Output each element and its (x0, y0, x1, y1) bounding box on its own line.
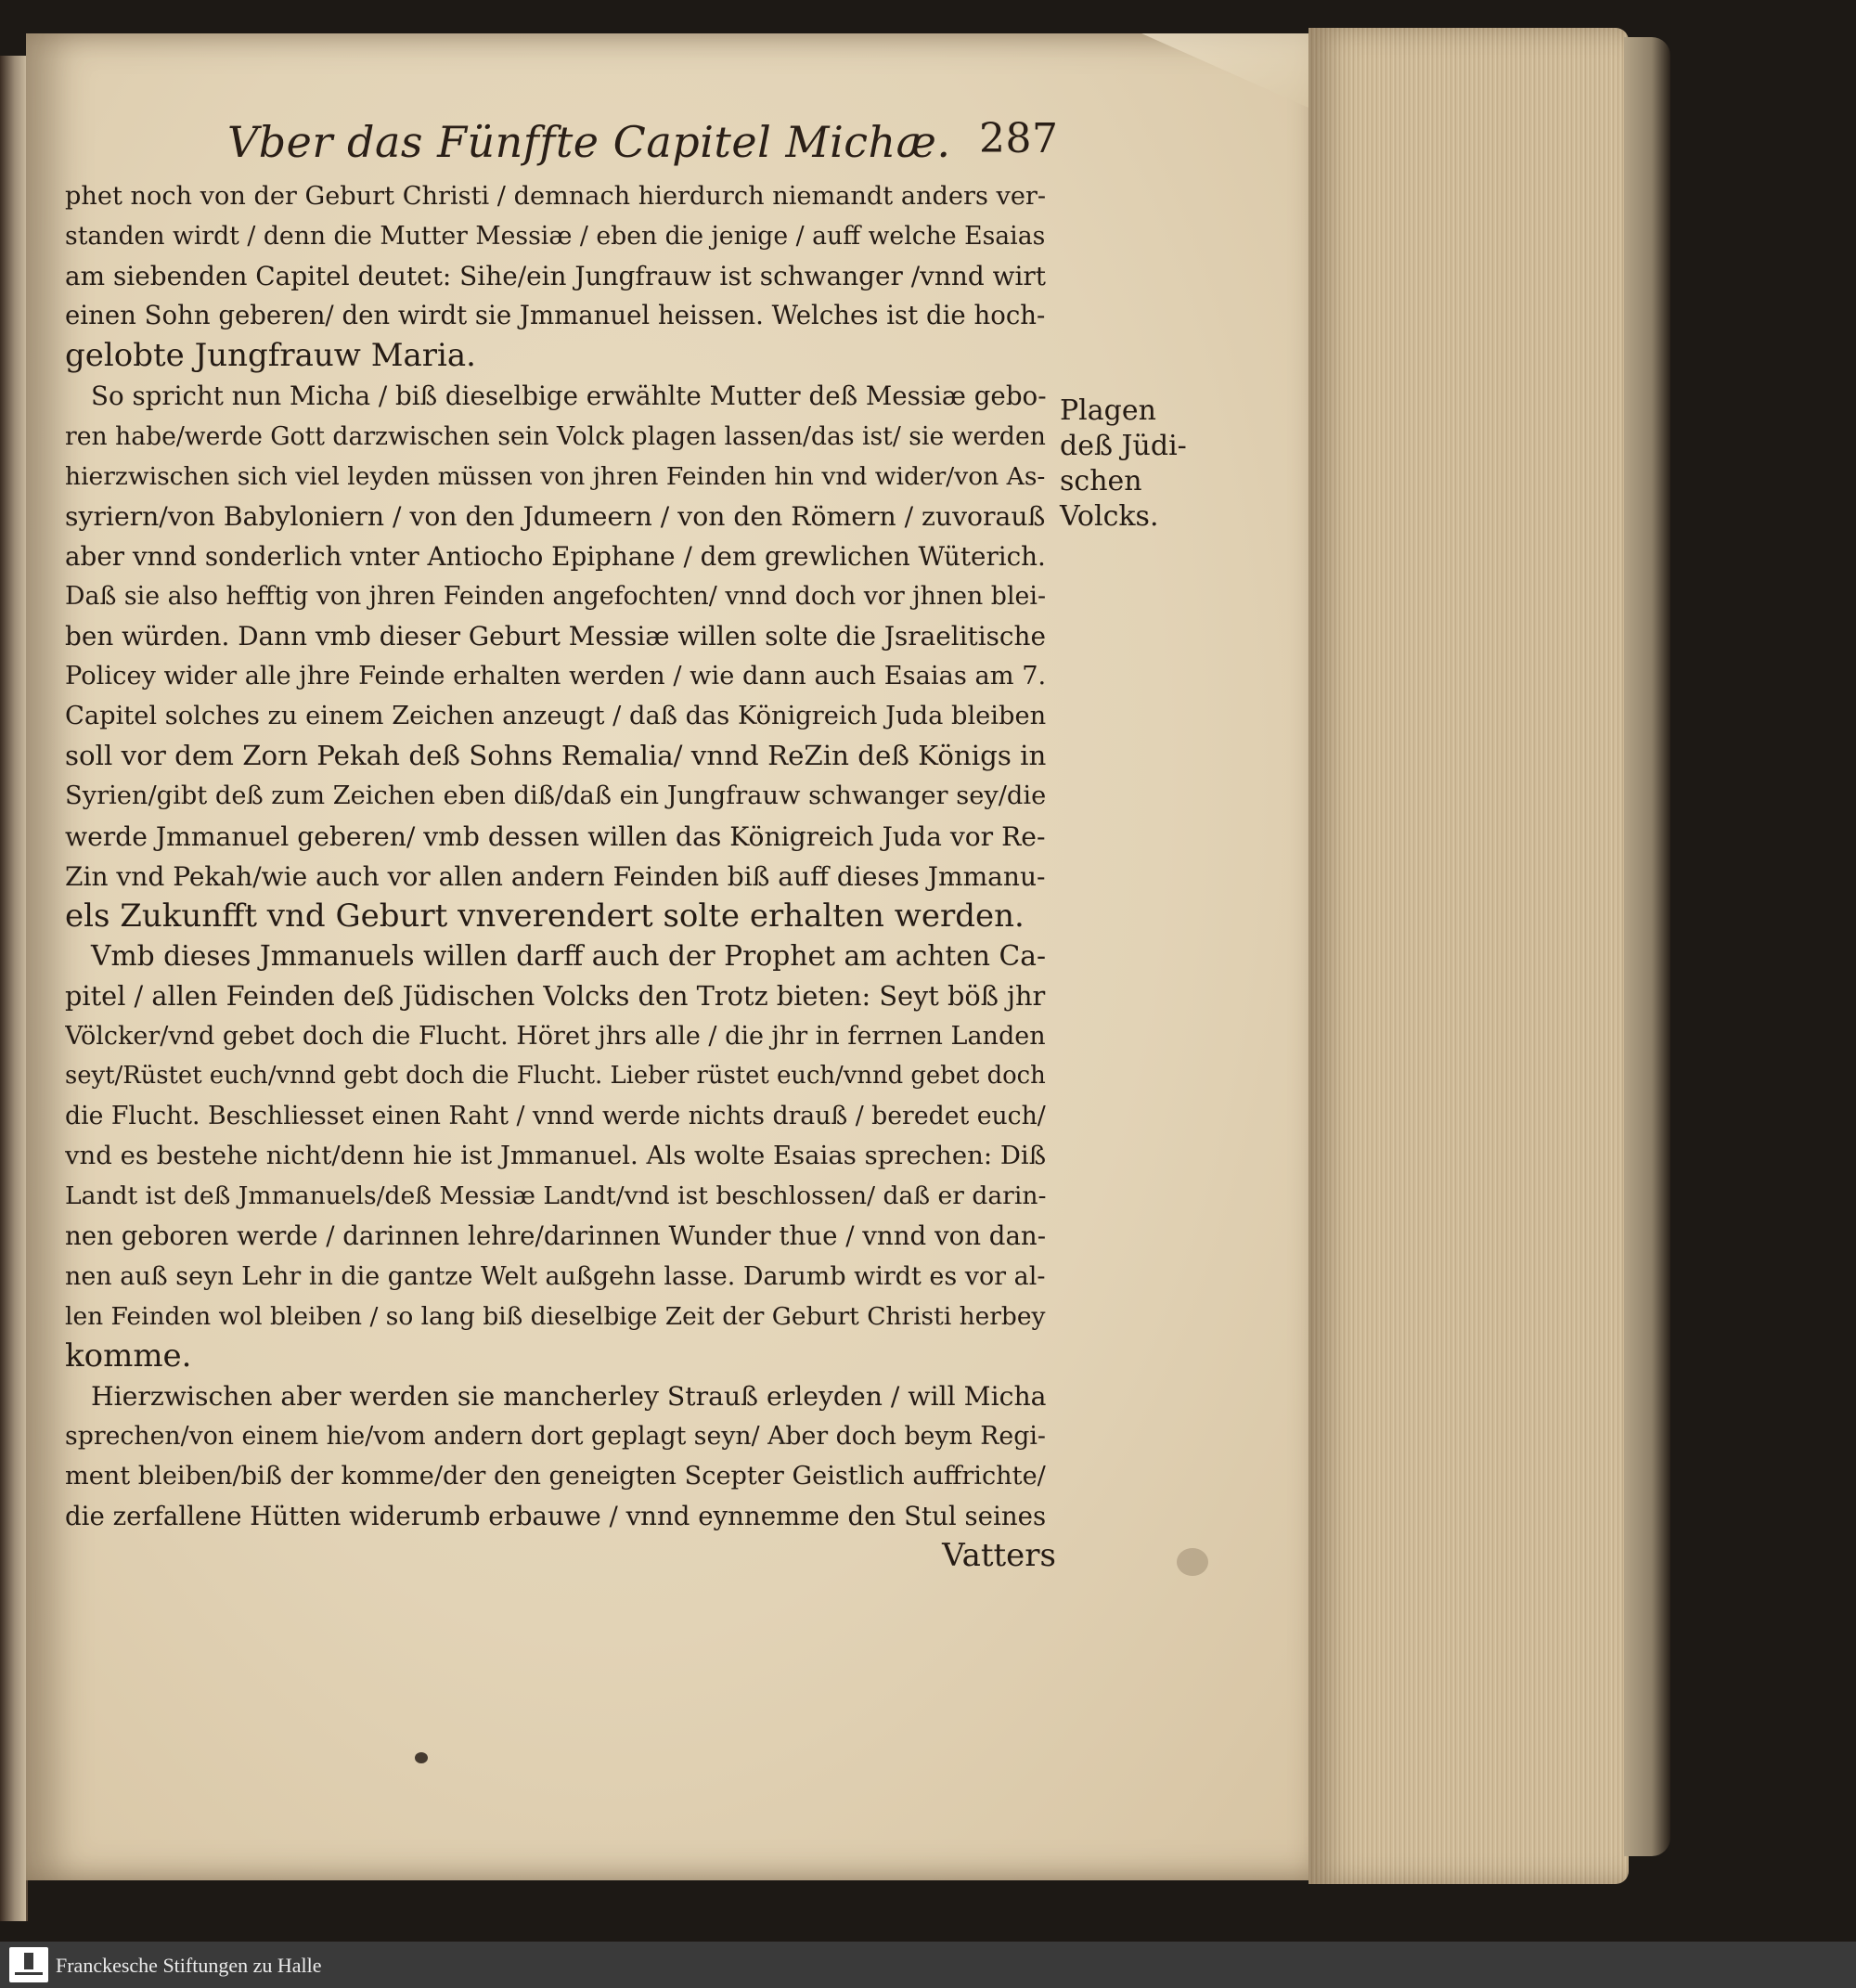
text-line: Völcker/vnd gebet doch die Flucht. Höret jhrs alle / die jhr in ferrnen Landen (65, 1021, 1046, 1051)
catchword: Vatters (942, 1537, 1056, 1575)
marginal-line: deß Jüdi- (1060, 430, 1187, 462)
marginal-note (1060, 394, 1187, 535)
text-line: die zerfallene Hütten widerumb erbauwe / vnnd eynnemme den Stul seines (65, 1501, 1047, 1532)
text-line: els Zukunfft vnd Geburt vnverendert solte erhalten werden. (65, 897, 1025, 935)
text-line: am siebenden Capitel deutet: Sihe/ein Jungfrauw ist schwanger /vnnd wirt (65, 261, 1046, 292)
text-line: gelobte Jungfrauw Maria. (65, 337, 476, 375)
paragraph (65, 176, 1056, 376)
text-line: pitel / allen Feinden deß Jüdischen Volcks den Trotz bieten: Seyt böß jhr (65, 979, 1046, 1012)
paragraph (65, 936, 1056, 1376)
text-line: Zin vnd Pekah/wie auch vor allen andern Feinden biß auff dieses Jmmanu- (65, 860, 1046, 892)
marginal-line: Volcks. (1060, 500, 1159, 533)
previous-page-edge (0, 56, 28, 1921)
ink-dot (415, 1752, 428, 1763)
ink-stain (1177, 1548, 1208, 1576)
text-line: komme. (65, 1336, 192, 1375)
text-line: Syrien/gibt deß zum Zeichen eben diß/daß ein Jungfrauw schwanger sey/die (65, 781, 1047, 811)
footer-bar (0, 1942, 1856, 1988)
book-cover-edge (1624, 37, 1670, 1856)
text-line: ben würden. Dann vmb dieser Geburt Messiæ willen solte die Jsraelitische (65, 621, 1046, 652)
text-line: werde Jmmanuel geberen/ vmb dessen willen das Königreich Juda vor Re- (65, 820, 1046, 852)
text-line: syriern/von Babyloniern / von den Jdumeern / von den Römern / zuvorauß (65, 500, 1046, 532)
text-line: phet noch von der Geburt Christi / demnach hierdurch niemandt anders ver- (65, 182, 1047, 211)
text-line: Daß sie also hefftig von jhren Feinden angefochten/ vnnd doch vor jhnen blei- (65, 581, 1047, 611)
text-line: nen auß seyn Lehr in die gantze Welt außgehn lasse. Darumb wirdt es vor al- (65, 1261, 1046, 1291)
text-line: Landt ist deß Jmmanuels/deß Messiæ Landt/vnd ist beschlossen/ daß er darin- (65, 1181, 1047, 1211)
text-line: nen geboren werde / darinnen lehre/darinnen Wunder thue / vnnd von dan- (65, 1220, 1047, 1252)
text-line: Hierzwischen aber werden sie mancherley Strauß erleyden / will Micha (91, 1380, 1047, 1412)
institution-name: Franckesche Stiftungen zu Halle (56, 1954, 322, 1977)
text-line: ren habe/werde Gott darzwischen sein Volck plagen lassen/das ist/ sie werden (65, 421, 1046, 451)
running-header (227, 110, 1063, 169)
text-line: einen Sohn geberen/ den wirdt sie Jmmanuel heissen. Welches ist die hoch- (65, 301, 1046, 331)
text-line: len Feinden wol bleiben / so lang biß dieselbige Zeit der Geburt Christi herbey (65, 1301, 1046, 1331)
text-line: So spricht nun Micha / biß dieselbige erwählte Mutter deß Messiæ gebo- (91, 381, 1047, 412)
text-line: Policey wider alle jhre Feinde erhalten werden / wie dann auch Esaias am 7. (65, 662, 1047, 691)
text-line: sprechen/von einem hie/vom andern dort geplagt seyn/ Aber doch beym Regi- (65, 1421, 1046, 1451)
main-text (65, 176, 1056, 1576)
running-title: Vber das Fünffte Capitel Michæ. (227, 117, 951, 167)
text-line: hierzwischen sich viel leyden müssen von jhren Feinden hin vnd wider/von As- (65, 461, 1046, 491)
page-block-edge (1308, 28, 1629, 1884)
paragraph (65, 376, 1056, 936)
marginal-line: schen (1060, 465, 1142, 497)
text-line: standen wirdt / denn die Mutter Messiæ / eben die jenige / auff welche Esaias (65, 222, 1046, 252)
text-line: vnd es bestehe nicht/denn hie ist Jmmanuel. Als wolte Esaias sprechen: Diß (65, 1141, 1047, 1171)
text-line: Vmb dieses Jmmanuels willen darff auch der Prophet am achten Ca- (91, 939, 1047, 973)
text-line: soll vor dem Zorn Pekah deß Sohns Remalia/ vnnd ReZin deß Königs in (65, 740, 1047, 772)
text-line: die Flucht. Beschliesset einen Raht / vnnd werde nichts drauß / beredet euch/ (65, 1102, 1046, 1131)
paragraph (65, 1376, 1056, 1536)
text-line: seyt/Rüstet euch/vnnd gebt doch die Flucht. Lieber rüstet euch/vnnd gebet doch (65, 1062, 1046, 1091)
text-line: ment bleiben/biß der komme/der den geneigten Scepter Geistlich auffrichte/ (65, 1462, 1046, 1491)
page-number: 287 (979, 115, 1059, 162)
institution-logo-icon (9, 1947, 48, 1982)
text-line: aber vnnd sonderlich vnter Antiocho Epiphane / dem grewlichen Wüterich. (65, 540, 1046, 572)
text-line: Capitel solches zu einem Zeichen anzeugt / daß das Königreich Juda bleiben (65, 702, 1047, 731)
marginal-line: Plagen (1060, 394, 1156, 427)
